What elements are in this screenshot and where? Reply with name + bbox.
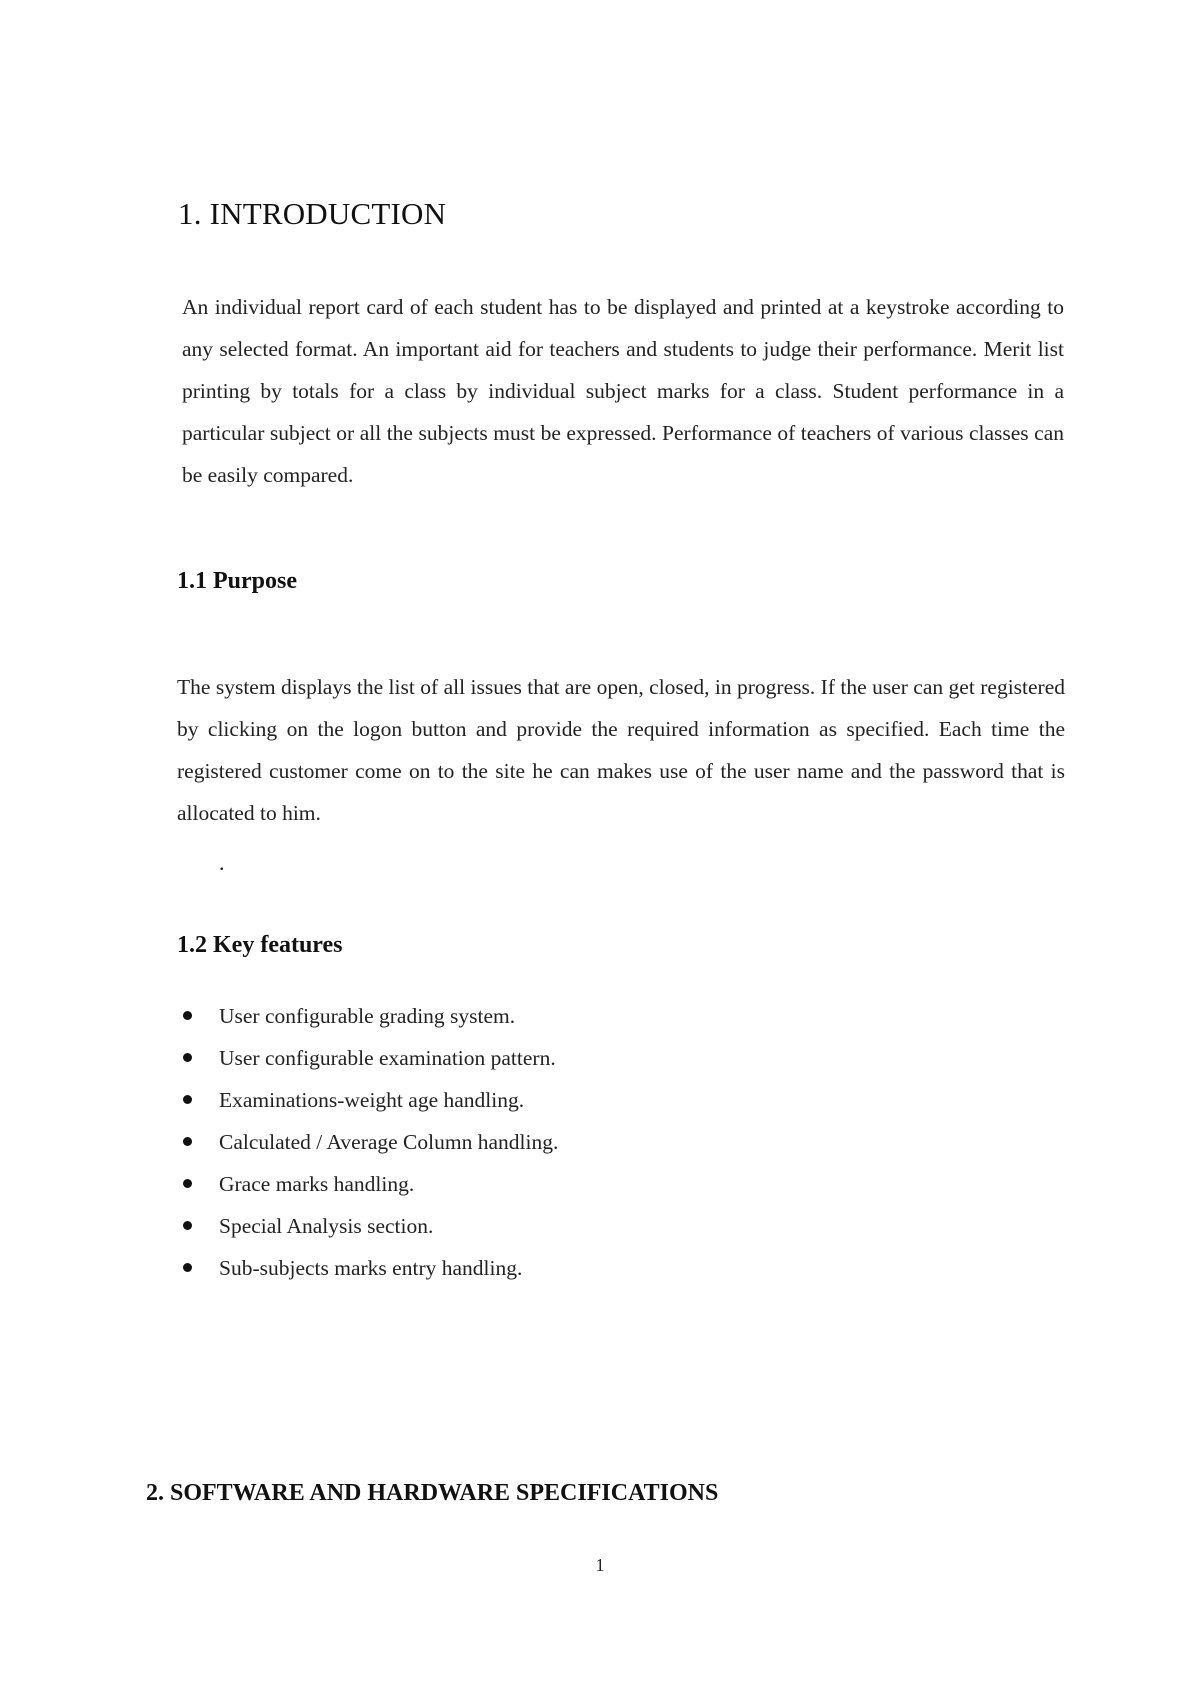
- list-item: [180, 1205, 558, 1247]
- bullet-icon: [183, 1221, 192, 1230]
- list-item: [180, 1163, 558, 1205]
- list-item: [180, 1079, 558, 1121]
- list-item-text: User configurable examination pattern.: [219, 1046, 556, 1070]
- key-features-list: [180, 995, 558, 1289]
- list-item-text: Examinations-weight age handling.: [219, 1088, 525, 1112]
- section-heading-software-hardware: 2. SOFTWARE AND HARDWARE SPECIFICATIONS: [146, 1480, 719, 1506]
- bullet-icon: [183, 1263, 192, 1272]
- page-number: 1: [595, 1555, 605, 1575]
- list-item: [180, 1121, 558, 1163]
- bullet-icon: [183, 1179, 192, 1188]
- subsection-heading-key-features: 1.2 Key features: [177, 932, 343, 958]
- list-item-text: Calculated / Average Column handling.: [219, 1130, 559, 1154]
- bullet-icon: [183, 1011, 192, 1020]
- list-item: [180, 1247, 558, 1289]
- subsection-heading-purpose: 1.1 Purpose: [177, 568, 297, 594]
- stray-period-mark: .: [219, 850, 225, 875]
- list-item: [180, 995, 558, 1037]
- bullet-icon: [183, 1095, 192, 1104]
- intro-paragraph: An individual report card of each student has to be displayed and printed at a keystroke according to any selected format. An important aid for teachers and students to judge their performance. Merit list printing by totals for a class by individual subject marks for a class. Student performance in a particular subject or all the subjects must be expressed. Performance of teachers of various classes can be easily compared.: [182, 295, 1064, 487]
- list-item-text: Grace marks handling.: [219, 1172, 415, 1196]
- bullet-icon: [183, 1053, 192, 1062]
- section-heading-introduction: 1. INTRODUCTION: [178, 196, 447, 231]
- list-item-text: Special Analysis section.: [219, 1214, 434, 1238]
- list-item: [180, 1037, 558, 1079]
- bullet-icon: [183, 1137, 192, 1146]
- list-item-text: Sub-subjects marks entry handling.: [219, 1256, 523, 1280]
- list-item-text: User configurable grading system.: [219, 1004, 516, 1028]
- purpose-paragraph: The system displays the list of all issues that are open, closed, in progress. If the user can get registered by clicking on the logon button and provide the required information as specified. Each time the registered customer come on to the site he can makes use of the user name and the password that is allocated to him.: [177, 675, 1065, 825]
